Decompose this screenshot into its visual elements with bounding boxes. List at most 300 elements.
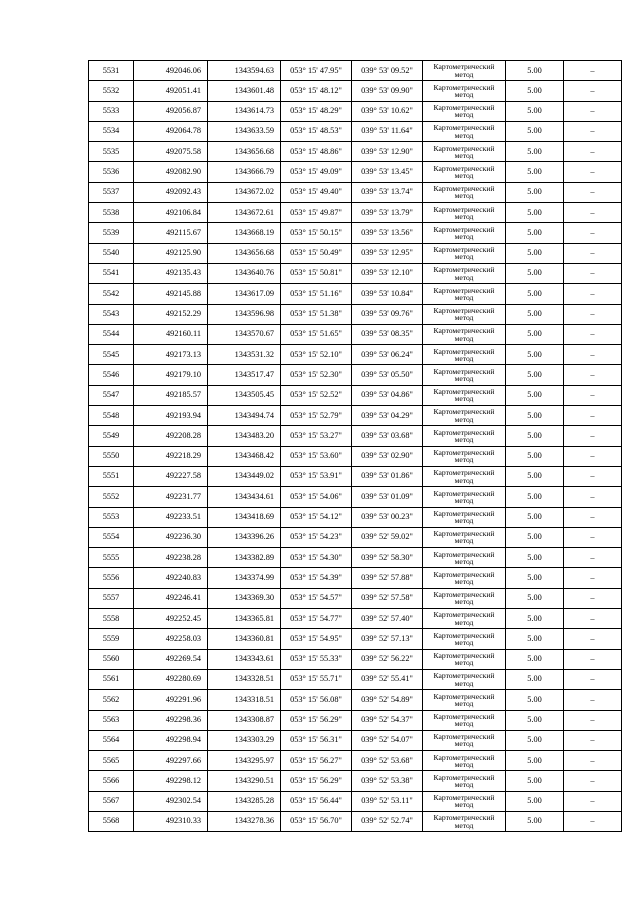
accuracy-cell: 5.00 [506,406,564,426]
dash-cell: – [564,690,622,710]
dash-cell: – [564,203,622,223]
method-line-1: Картометрический [433,326,495,336]
latitude-cell: 053° 15' 53.91" [281,466,352,486]
latitude-cell: 053° 15' 56.70" [281,811,352,831]
method-cell [423,609,506,629]
point-number-cell: 5559 [89,629,134,649]
point-number-cell: 5544 [89,324,134,344]
dash-cell: – [564,629,622,649]
x-coordinate-cell: 492252.45 [134,609,208,629]
method-cell [423,345,506,365]
table-row [89,365,622,385]
point-number-cell: 5567 [89,791,134,811]
method-line-2: метод [454,739,474,749]
y-coordinate-cell: 1343505.45 [208,385,281,405]
method-line-2: метод [454,698,474,708]
accuracy-cell: 5.00 [506,771,564,791]
point-number-cell: 5535 [89,142,134,162]
accuracy-cell: 5.00 [506,710,564,730]
x-coordinate-cell: 492160.11 [134,324,208,344]
method-line-1: Картометрический [433,184,495,194]
latitude-cell: 053° 15' 54.77" [281,609,352,629]
point-number-cell: 5563 [89,710,134,730]
dash-cell: – [564,223,622,243]
method-cell [423,527,506,547]
table-row [89,730,622,750]
latitude-cell: 053° 15' 56.44" [281,791,352,811]
accuracy-cell: 5.00 [506,730,564,750]
point-number-cell: 5543 [89,304,134,324]
latitude-cell: 053° 15' 54.12" [281,507,352,527]
latitude-cell: 053° 15' 49.87" [281,203,352,223]
y-coordinate-cell: 1343285.28 [208,791,281,811]
accuracy-cell: 5.00 [506,507,564,527]
x-coordinate-cell: 492238.28 [134,548,208,568]
y-coordinate-cell: 1343596.98 [208,304,281,324]
x-coordinate-cell: 492246.41 [134,588,208,608]
longitude-cell: 039° 53' 13.45" [352,162,423,182]
latitude-cell: 053° 15' 48.53" [281,121,352,141]
accuracy-cell: 5.00 [506,629,564,649]
method-line-2: метод [454,455,474,465]
x-coordinate-cell: 492208.28 [134,426,208,446]
y-coordinate-cell: 1343666.79 [208,162,281,182]
point-number-cell: 5545 [89,345,134,365]
method-line-2: метод [454,292,474,302]
dash-cell: – [564,507,622,527]
longitude-cell: 039° 52' 54.89" [352,690,423,710]
latitude-cell: 053° 15' 49.40" [281,182,352,202]
dash-cell: – [564,406,622,426]
table-row [89,751,622,771]
method-line-2: метод [454,150,474,160]
table-body [89,61,622,832]
longitude-cell: 039° 53' 09.90" [352,81,423,101]
accuracy-cell: 5.00 [506,101,564,121]
x-coordinate-cell: 492115.67 [134,223,208,243]
method-line-1: Картометрический [433,82,495,92]
table-row [89,121,622,141]
method-line-1: Картометрический [433,691,495,701]
accuracy-cell: 5.00 [506,61,564,81]
method-line-1: Картометрический [433,285,495,295]
method-line-2: метод [454,475,474,485]
latitude-cell: 053° 15' 48.29" [281,101,352,121]
method-cell [423,649,506,669]
method-line-1: Картометрический [433,772,495,782]
method-cell [423,690,506,710]
method-line-2: метод [454,414,474,424]
dash-cell: – [564,345,622,365]
method-line-1: Картометрический [433,529,495,539]
table-row [89,527,622,547]
longitude-cell: 039° 52' 57.88" [352,568,423,588]
x-coordinate-cell: 492291.96 [134,690,208,710]
x-coordinate-cell: 492185.57 [134,385,208,405]
accuracy-cell: 5.00 [506,365,564,385]
table-row [89,243,622,263]
latitude-cell: 053° 15' 53.27" [281,426,352,446]
point-number-cell: 5557 [89,588,134,608]
longitude-cell: 039° 52' 57.58" [352,588,423,608]
point-number-cell: 5546 [89,365,134,385]
latitude-cell: 053° 15' 55.33" [281,649,352,669]
method-cell [423,588,506,608]
dash-cell: – [564,649,622,669]
accuracy-cell: 5.00 [506,304,564,324]
method-line-2: метод [454,232,474,242]
latitude-cell: 053° 15' 54.06" [281,487,352,507]
method-line-1: Картометрический [433,103,495,113]
accuracy-cell: 5.00 [506,243,564,263]
method-line-2: метод [454,374,474,384]
latitude-cell: 053° 15' 52.52" [281,385,352,405]
method-line-2: метод [454,130,474,140]
latitude-cell: 053° 15' 51.38" [281,304,352,324]
point-number-cell: 5534 [89,121,134,141]
method-cell [423,487,506,507]
dash-cell: – [564,81,622,101]
longitude-cell: 039° 53' 01.09" [352,487,423,507]
longitude-cell: 039° 52' 54.37" [352,710,423,730]
y-coordinate-cell: 1343601.48 [208,81,281,101]
table-row [89,203,622,223]
method-line-2: метод [454,719,474,729]
table-row [89,426,622,446]
method-line-2: метод [454,394,474,404]
method-cell [423,406,506,426]
y-coordinate-cell: 1343656.68 [208,243,281,263]
method-line-2: метод [454,556,474,566]
x-coordinate-cell: 492125.90 [134,243,208,263]
point-number-cell: 5561 [89,669,134,689]
y-coordinate-cell: 1343468.42 [208,446,281,466]
method-line-2: метод [454,800,474,810]
point-number-cell: 5552 [89,487,134,507]
point-number-cell: 5562 [89,690,134,710]
method-line-2: метод [454,637,474,647]
dash-cell: – [564,385,622,405]
point-number-cell: 5531 [89,61,134,81]
longitude-cell: 039° 53' 10.62" [352,101,423,121]
method-line-1: Картометрический [433,448,495,458]
x-coordinate-cell: 492179.10 [134,365,208,385]
y-coordinate-cell: 1343418.69 [208,507,281,527]
x-coordinate-cell: 492152.29 [134,304,208,324]
method-line-2: метод [454,252,474,262]
dash-cell: – [564,669,622,689]
point-number-cell: 5551 [89,466,134,486]
method-line-1: Картометрический [433,630,495,640]
method-line-2: метод [454,820,474,830]
dash-cell: – [564,527,622,547]
accuracy-cell: 5.00 [506,548,564,568]
point-number-cell: 5553 [89,507,134,527]
longitude-cell: 039° 53' 08.35" [352,324,423,344]
x-coordinate-cell: 492302.54 [134,791,208,811]
point-number-cell: 5533 [89,101,134,121]
method-line-1: Картометрический [433,224,495,234]
table-row [89,669,622,689]
method-line-1: Картометрический [433,813,495,823]
method-line-1: Картометрический [433,732,495,742]
longitude-cell: 039° 53' 10.84" [352,284,423,304]
point-number-cell: 5537 [89,182,134,202]
y-coordinate-cell: 1343328.51 [208,669,281,689]
method-line-1: Картометрический [433,590,495,600]
method-line-1: Картометрический [433,163,495,173]
y-coordinate-cell: 1343494.74 [208,406,281,426]
latitude-cell: 053° 15' 48.12" [281,81,352,101]
y-coordinate-cell: 1343434.61 [208,487,281,507]
x-coordinate-cell: 492269.54 [134,649,208,669]
table-row [89,304,622,324]
method-cell [423,629,506,649]
longitude-cell: 039° 53' 04.29" [352,406,423,426]
y-coordinate-cell: 1343483.20 [208,426,281,446]
x-coordinate-cell: 492051.41 [134,81,208,101]
longitude-cell: 039° 53' 04.86" [352,385,423,405]
method-cell [423,811,506,831]
method-line-2: метод [454,658,474,668]
y-coordinate-cell: 1343517.47 [208,365,281,385]
latitude-cell: 053° 15' 47.95" [281,61,352,81]
method-line-2: метод [454,780,474,790]
latitude-cell: 053° 15' 56.29" [281,710,352,730]
accuracy-cell: 5.00 [506,466,564,486]
method-cell [423,568,506,588]
accuracy-cell: 5.00 [506,203,564,223]
point-number-cell: 5564 [89,730,134,750]
method-line-1: Картометрический [433,549,495,559]
method-line-2: метод [454,434,474,444]
table-row [89,223,622,243]
x-coordinate-cell: 492233.51 [134,507,208,527]
point-number-cell: 5565 [89,751,134,771]
table-row [89,324,622,344]
latitude-cell: 053° 15' 51.16" [281,284,352,304]
latitude-cell: 053° 15' 48.86" [281,142,352,162]
accuracy-cell: 5.00 [506,811,564,831]
y-coordinate-cell: 1343360.81 [208,629,281,649]
dash-cell: – [564,710,622,730]
method-cell [423,61,506,81]
method-cell [423,304,506,324]
method-line-2: метод [454,577,474,587]
table-row [89,81,622,101]
method-line-2: метод [454,516,474,526]
x-coordinate-cell: 492231.77 [134,487,208,507]
table-row [89,609,622,629]
point-number-cell: 5538 [89,203,134,223]
dash-cell: – [564,771,622,791]
longitude-cell: 039° 52' 57.13" [352,629,423,649]
x-coordinate-cell: 492298.12 [134,771,208,791]
method-cell [423,203,506,223]
point-number-cell: 5554 [89,527,134,547]
x-coordinate-cell: 492082.90 [134,162,208,182]
y-coordinate-cell: 1343318.51 [208,690,281,710]
method-line-1: Картометрический [433,143,495,153]
method-line-1: Картометрический [433,671,495,681]
longitude-cell: 039° 52' 58.30" [352,548,423,568]
dash-cell: – [564,61,622,81]
latitude-cell: 053° 15' 50.49" [281,243,352,263]
y-coordinate-cell: 1343570.67 [208,324,281,344]
method-line-1: Картометрический [433,427,495,437]
point-number-cell: 5536 [89,162,134,182]
x-coordinate-cell: 492258.03 [134,629,208,649]
method-cell [423,426,506,446]
accuracy-cell: 5.00 [506,487,564,507]
accuracy-cell: 5.00 [506,142,564,162]
table-row [89,791,622,811]
table-row [89,487,622,507]
table-row [89,507,622,527]
point-number-cell: 5550 [89,446,134,466]
x-coordinate-cell: 492236.30 [134,527,208,547]
method-cell [423,101,506,121]
accuracy-cell: 5.00 [506,223,564,243]
y-coordinate-cell: 1343640.76 [208,263,281,283]
longitude-cell: 039° 53' 11.64" [352,121,423,141]
longitude-cell: 039° 52' 52.74" [352,811,423,831]
longitude-cell: 039° 53' 12.90" [352,142,423,162]
table-row [89,629,622,649]
method-cell [423,365,506,385]
x-coordinate-cell: 492240.83 [134,568,208,588]
y-coordinate-cell: 1343449.02 [208,466,281,486]
method-cell [423,81,506,101]
x-coordinate-cell: 492193.94 [134,406,208,426]
method-line-1: Картометрический [433,346,495,356]
accuracy-cell: 5.00 [506,649,564,669]
method-cell [423,243,506,263]
y-coordinate-cell: 1343668.19 [208,223,281,243]
latitude-cell: 053° 15' 50.15" [281,223,352,243]
dash-cell: – [564,568,622,588]
table-row [89,588,622,608]
method-line-2: метод [454,759,474,769]
longitude-cell: 039° 53' 00.23" [352,507,423,527]
latitude-cell: 053° 15' 51.65" [281,324,352,344]
method-cell [423,121,506,141]
longitude-cell: 039° 53' 09.76" [352,304,423,324]
latitude-cell: 053° 15' 56.31" [281,730,352,750]
accuracy-cell: 5.00 [506,690,564,710]
dash-cell: – [564,162,622,182]
dash-cell: – [564,182,622,202]
y-coordinate-cell: 1343672.02 [208,182,281,202]
x-coordinate-cell: 492173.13 [134,345,208,365]
method-cell [423,162,506,182]
accuracy-cell: 5.00 [506,162,564,182]
latitude-cell: 053° 15' 50.81" [281,263,352,283]
method-cell [423,771,506,791]
latitude-cell: 053° 15' 54.57" [281,588,352,608]
method-line-2: метод [454,171,474,181]
point-number-cell: 5547 [89,385,134,405]
dash-cell: – [564,487,622,507]
table-row [89,690,622,710]
x-coordinate-cell: 492297.66 [134,751,208,771]
accuracy-cell: 5.00 [506,182,564,202]
accuracy-cell: 5.00 [506,263,564,283]
y-coordinate-cell: 1343382.89 [208,548,281,568]
x-coordinate-cell: 492135.43 [134,263,208,283]
point-number-cell: 5541 [89,263,134,283]
dash-cell: – [564,791,622,811]
longitude-cell: 039° 53' 09.52" [352,61,423,81]
method-cell [423,466,506,486]
table-row [89,446,622,466]
dash-cell: – [564,263,622,283]
longitude-cell: 039° 53' 12.95" [352,243,423,263]
table-row [89,811,622,831]
y-coordinate-cell: 1343617.09 [208,284,281,304]
point-number-cell: 5566 [89,771,134,791]
point-number-cell: 5540 [89,243,134,263]
dash-cell: – [564,426,622,446]
longitude-cell: 039° 53' 13.74" [352,182,423,202]
method-line-1: Картометрический [433,407,495,417]
method-cell [423,507,506,527]
table-row [89,61,622,81]
method-line-1: Картометрический [433,711,495,721]
y-coordinate-cell: 1343308.87 [208,710,281,730]
longitude-cell: 039° 53' 02.90" [352,446,423,466]
method-line-1: Картометрический [433,468,495,478]
accuracy-cell: 5.00 [506,446,564,466]
method-cell [423,324,506,344]
table-row [89,162,622,182]
y-coordinate-cell: 1343672.61 [208,203,281,223]
table-row [89,771,622,791]
latitude-cell: 053° 15' 55.71" [281,669,352,689]
latitude-cell: 053° 15' 49.09" [281,162,352,182]
method-line-2: метод [454,211,474,221]
x-coordinate-cell: 492298.94 [134,730,208,750]
point-number-cell: 5556 [89,568,134,588]
accuracy-cell: 5.00 [506,751,564,771]
dash-cell: – [564,284,622,304]
y-coordinate-cell: 1343303.29 [208,730,281,750]
dash-cell: – [564,548,622,568]
method-line-1: Картометрический [433,508,495,518]
dash-cell: – [564,446,622,466]
accuracy-cell: 5.00 [506,81,564,101]
y-coordinate-cell: 1343369.30 [208,588,281,608]
method-line-2: метод [454,495,474,505]
accuracy-cell: 5.00 [506,121,564,141]
dash-cell: – [564,730,622,750]
longitude-cell: 039° 52' 55.41" [352,669,423,689]
x-coordinate-cell: 492106.84 [134,203,208,223]
method-line-1: Картометрический [433,265,495,275]
y-coordinate-cell: 1343278.36 [208,811,281,831]
method-line-2: метод [454,110,474,120]
y-coordinate-cell: 1343633.59 [208,121,281,141]
y-coordinate-cell: 1343396.26 [208,527,281,547]
point-number-cell: 5532 [89,81,134,101]
longitude-cell: 039° 53' 03.68" [352,426,423,446]
dash-cell: – [564,588,622,608]
method-cell [423,446,506,466]
method-cell [423,142,506,162]
method-line-1: Картометрический [433,488,495,498]
method-line-2: метод [454,353,474,363]
table-row [89,406,622,426]
